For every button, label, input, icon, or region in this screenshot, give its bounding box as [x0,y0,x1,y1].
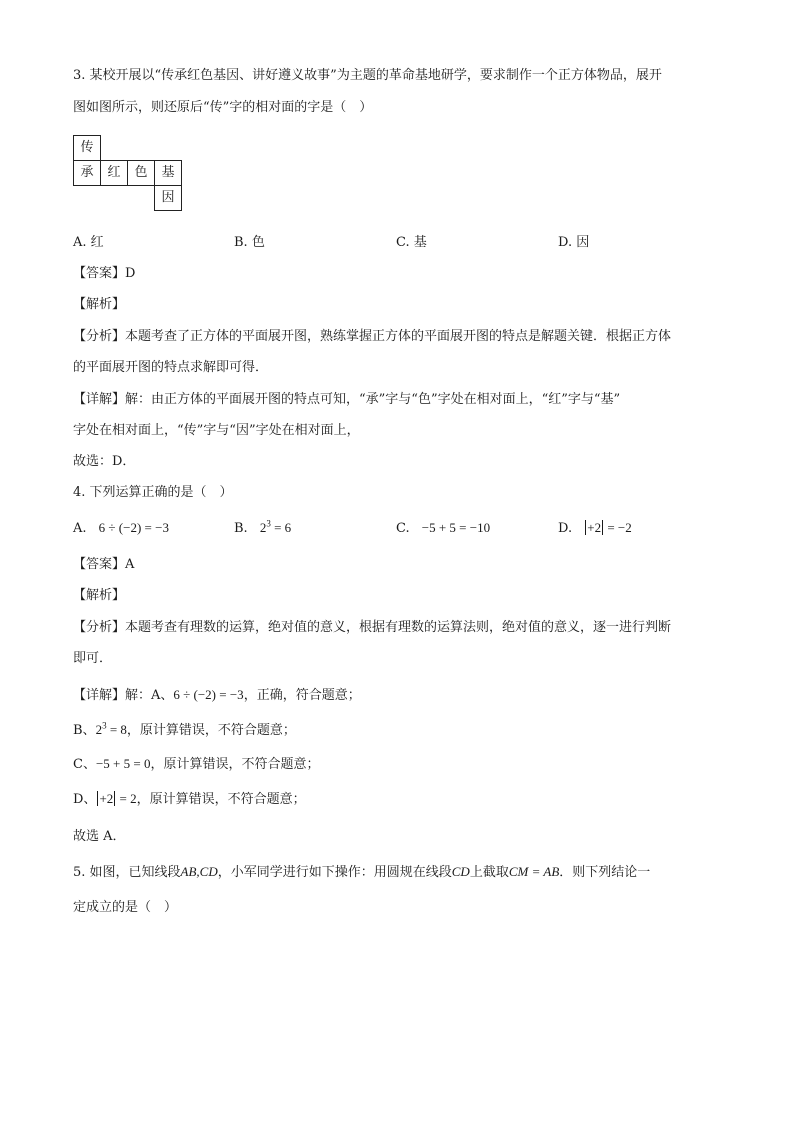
q4-option-c-label: C. [396,521,410,536]
q3-option-b: B. 色 [234,235,265,250]
q4-option-d [558,519,632,538]
q4-detail-a: 【详解】解：A、6 ÷ (−2) = −3，正确，符合题意； [73,687,361,703]
q3-option-a: A. 红 [73,235,104,250]
q4-option-c [396,519,490,538]
q4-detail-c: C、−5 + 5 = 0，原计算错误，不符合题意； [73,756,320,772]
net-cell-ji: 基 [155,161,182,186]
q4-option-b-label: B. [234,521,248,536]
q4-option-c-expr: −5 + 5 = −10 [421,520,491,535]
q3-stem-line1: 3. 某校开展以“传承红色基因、讲好遵义故事”为主题的革命基地研学，要求制作一个正方体物品，展开 [73,68,662,83]
q4-option-d-expr: +2 = −2 [587,520,632,535]
q5-stem-line2: 定成立的是（ ） [73,900,178,915]
q4-option-b [234,519,291,538]
q4-option-a [73,519,169,538]
q3-option-c: C. 基 [396,235,427,250]
net-cell-cheng: 承 [74,161,101,186]
q5-stem-line1: 5. 如图，已知线段AB,CD，小军同学进行如下操作：用圆规在线段CD上截取CM = AB．则下列结论一 [73,864,651,880]
q4-option-d-label: D. [558,521,573,536]
q4-analysis-line2: 即可． [73,651,113,666]
q4-option-a-label: A. [73,521,87,536]
net-cell-chuan: 传 [74,136,101,161]
net-cell-hong: 红 [101,161,128,186]
q4-detail-d: D、 +2 = 2，原计算错误，不符合题意； [73,791,306,807]
cube-net-figure [73,135,182,211]
net-cell-se: 色 [128,161,155,186]
q3-analysis-line1: 【分析】本题考查了正方体的平面展开图，熟练掌握正方体的平面展开图的特点是解题关键．根据正方体 [73,329,672,344]
q3-stem-line2: 图如图所示，则还原后“传”字的相对面的字是（ ） [73,100,373,115]
q3-detail-line2: 字处在相对面上，“传”字与“因”字处在相对面上， [73,423,360,438]
q3-jiexi-heading: 【解析】 [73,297,126,312]
q3-analysis-line2: 的平面展开图的特点求解即可得． [73,360,269,375]
q3-option-d: D. 因 [558,235,590,250]
q4-option-b-expr: $2^3 = 6$ [259,518,292,535]
net-cell-yin: 因 [155,186,182,211]
q4-jiexi-heading: 【解析】 [73,588,126,603]
q3-conclusion: 故选：D． [73,454,136,469]
q4-stem: 4. 下列运算正确的是（ ） [73,485,233,500]
q4-option-a-expr: 6 ÷ (−2) = −3 [98,520,169,535]
q3-answer: 【答案】D [73,266,136,281]
q4-conclusion: 故选 A． [73,829,126,844]
q3-detail-line1: 【详解】解：由正方体的平面展开图的特点可知，“承”字与“色”字处在相对面上，“红”字与“基” [73,392,621,407]
q4-detail-b: B、$2^3 = 8$，原计算错误，不符合题意； [73,720,296,738]
q4-answer: 【答案】A [73,557,135,572]
q4-analysis-line1: 【分析】本题考查有理数的运算，绝对值的意义，根据有理数的运算法则，绝对值的意义，逐一进行判断 [73,620,672,635]
